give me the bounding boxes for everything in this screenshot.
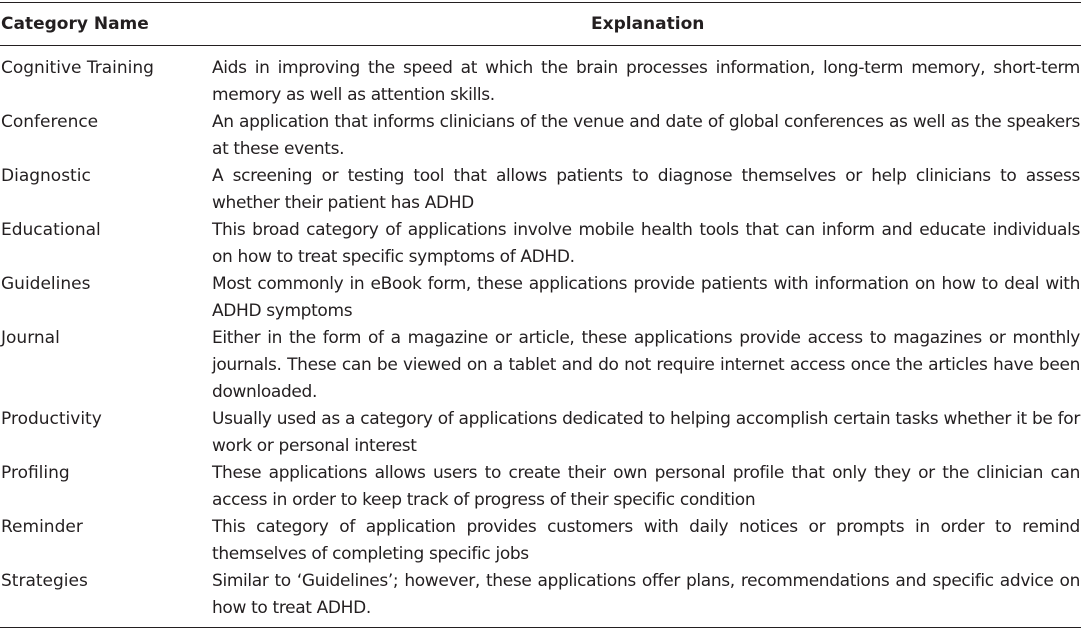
explanation-cell: Most commonly in eBook form, these applications provide patients with information on how to deal with ADHD symptoms: [212, 274, 1080, 321]
category-name-cell: Productivity: [1, 409, 102, 429]
explanation-cell: This broad category of applications involve mobile health tools that can inform and educate individuals on how to treat specific symptoms of ADHD.: [212, 220, 1080, 267]
category-name-cell: Journal: [1, 328, 60, 348]
table-row: [0, 460, 1081, 514]
category-name-cell: Profiling: [1, 463, 70, 483]
table-row: [0, 109, 1081, 163]
table-row: [0, 514, 1081, 568]
category-name-cell: Conference: [1, 112, 99, 132]
table-row: [0, 271, 1081, 325]
explanation-cell: An application that informs clinicians of the venue and date of global conferences as well as the speakers at these events.: [212, 112, 1080, 159]
explanation-cell: Usually used as a category of applications dedicated to helping accomplish certain tasks whether it be for work or personal interest: [212, 409, 1080, 456]
explanation-cell: Aids in improving the speed at which the brain processes information, long-term memory, short-term memory as well as attention skills.: [212, 58, 1080, 105]
table-header-rule: [0, 45, 1081, 46]
category-name-cell: Guidelines: [1, 274, 91, 294]
explanation-cell: These applications allows users to create their own personal profile that only they or the clinician can access in order to keep track of progress of their specific condition: [212, 463, 1080, 510]
category-name-cell: Strategies: [1, 571, 88, 591]
header-category-name: Category Name: [1, 14, 149, 34]
table-header-row: [0, 0, 1081, 46]
table-row: [0, 55, 1081, 109]
category-name-cell: Cognitive Training: [1, 58, 154, 78]
table-row: [0, 406, 1081, 460]
explanation-cell: Either in the form of a magazine or article, these applications provide access to magazines or monthly journals. These can be viewed on a tablet and do not require internet access once the articles have been downloaded.: [212, 328, 1080, 402]
table-bottom-rule: [0, 627, 1081, 628]
explanation-cell: This category of application provides customers with daily notices or prompts in order to remind themselves of completing specific jobs: [212, 517, 1080, 564]
category-name-cell: Educational: [1, 220, 101, 240]
category-name-cell: Reminder: [1, 517, 83, 537]
table-body: [0, 55, 1081, 622]
table-row: [0, 163, 1081, 217]
explanation-cell: A screening or testing tool that allows patients to diagnose themselves or help clinicians to assess whether their patient has ADHD: [212, 166, 1080, 213]
explanation-cell: Similar to ‘Guidelines’; however, these applications offer plans, recommendations and specific advice on how to treat ADHD.: [212, 571, 1080, 618]
header-explanation: Explanation: [591, 14, 705, 34]
table-row: [0, 325, 1081, 406]
table-row: [0, 217, 1081, 271]
category-name-cell: Diagnostic: [1, 166, 91, 186]
table-row: [0, 568, 1081, 622]
